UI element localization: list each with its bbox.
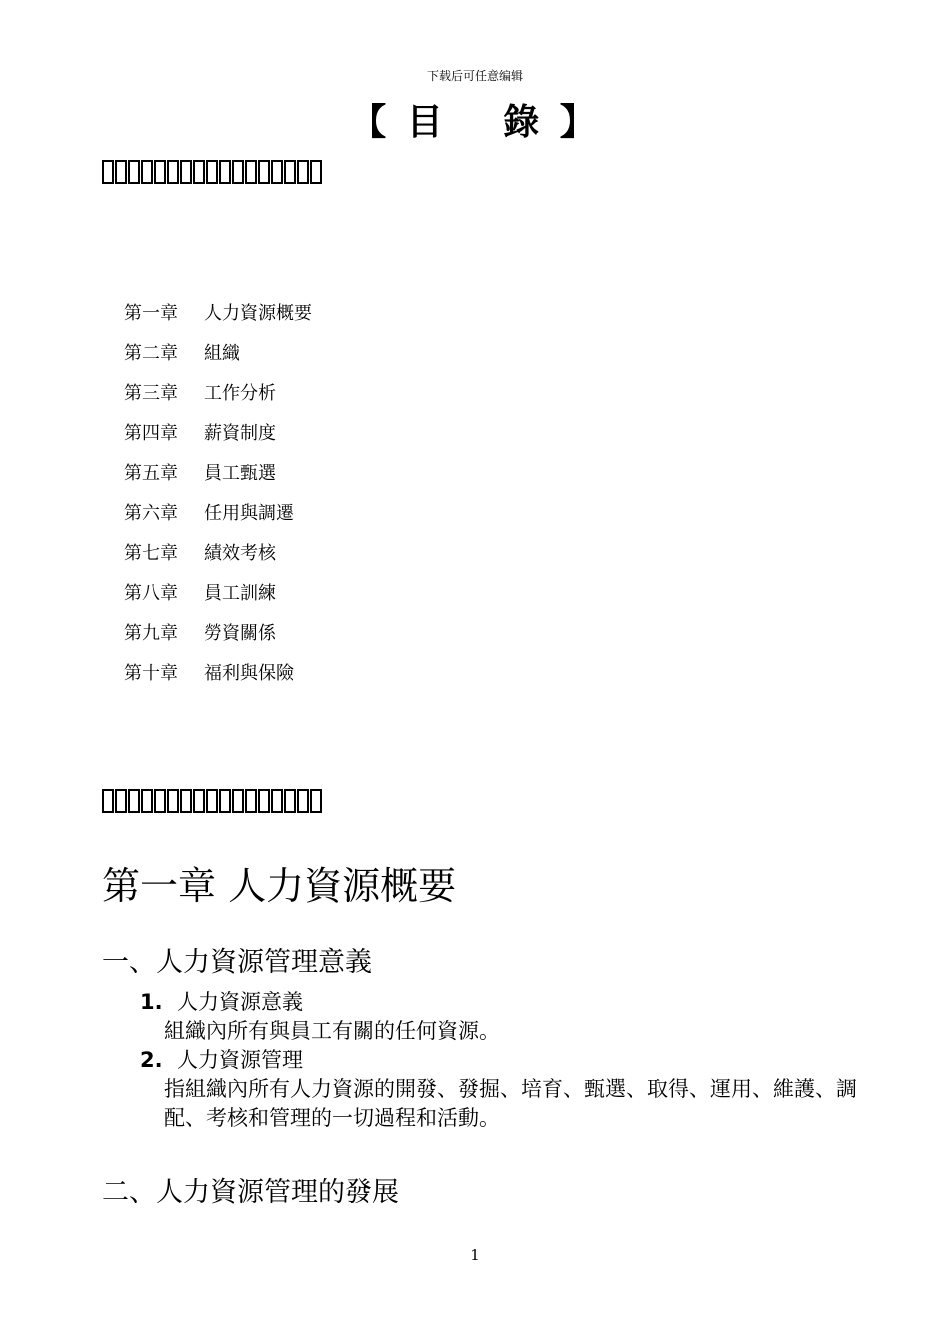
missing-glyph-icon xyxy=(310,789,322,813)
toc-entry xyxy=(124,580,312,620)
toc-entry xyxy=(124,460,312,500)
item-title-row xyxy=(140,1046,880,1075)
toc-chapter-number: 第二章 xyxy=(124,343,178,364)
section-items xyxy=(140,988,880,1133)
toc-chapter-title: 薪資制度 xyxy=(204,423,276,444)
missing-glyph-icon xyxy=(219,160,231,184)
missing-glyph-icon xyxy=(232,160,244,184)
toc-chapter-number: 第三章 xyxy=(124,383,178,404)
list-item xyxy=(140,988,880,1046)
missing-glyph-icon xyxy=(284,789,296,813)
toc-chapter-number: 第八章 xyxy=(124,583,178,604)
missing-glyph-icon xyxy=(310,160,322,184)
header-note: 下载后可任意编辑 xyxy=(426,69,523,83)
toc-entry xyxy=(124,380,312,420)
missing-glyph-icon xyxy=(206,160,218,184)
missing-glyph-icon xyxy=(128,160,140,184)
table-of-contents xyxy=(124,300,312,700)
toc-entry xyxy=(124,500,312,540)
toc-entry xyxy=(124,540,312,580)
toc-entry xyxy=(124,620,312,660)
missing-glyph-icon xyxy=(180,160,192,184)
missing-glyph-icon xyxy=(284,160,296,184)
item-number: 1. xyxy=(140,990,163,1014)
toc-chapter-number: 第一章 xyxy=(124,303,178,324)
item-number: 2. xyxy=(140,1048,163,1072)
toc-chapter-title: 任用與調遷 xyxy=(204,503,294,524)
missing-glyph-icon xyxy=(258,789,270,813)
toc-entry xyxy=(124,420,312,460)
item-title: 人力資源意義 xyxy=(177,990,303,1014)
missing-glyph-icon xyxy=(102,160,114,184)
toc-chapter-title: 工作分析 xyxy=(204,383,276,404)
toc-chapter-title: 員工甄選 xyxy=(204,463,276,484)
missing-glyph-icon xyxy=(193,789,205,813)
missing-glyph-icon xyxy=(297,160,309,184)
toc-chapter-number: 第九章 xyxy=(124,623,178,644)
section-heading: 一、人力資源管理意義 xyxy=(102,947,372,978)
toc-chapter-title: 人力資源概要 xyxy=(204,303,312,324)
missing-glyph-icon xyxy=(193,160,205,184)
missing-glyph-icon xyxy=(180,789,192,813)
missing-glyph-icon xyxy=(258,160,270,184)
missing-glyph-icon xyxy=(206,789,218,813)
section-heading: 二、人力資源管理的發展 xyxy=(102,1177,399,1208)
missing-glyph-icon xyxy=(128,789,140,813)
missing-glyph-icon xyxy=(154,160,166,184)
missing-glyph-icon xyxy=(271,160,283,184)
toc-chapter-number: 第十章 xyxy=(124,663,178,684)
missing-glyph-icon xyxy=(219,789,231,813)
list-item xyxy=(140,1046,880,1133)
missing-glyph-icon xyxy=(297,789,309,813)
toc-entry xyxy=(124,340,312,380)
missing-glyph-icon xyxy=(115,789,127,813)
page-number: 1 xyxy=(470,1246,480,1264)
missing-glyph-icon xyxy=(245,789,257,813)
toc-chapter-number: 第五章 xyxy=(124,463,178,484)
toc-chapter-number: 第四章 xyxy=(124,423,178,444)
toc-entry xyxy=(124,300,312,340)
toc-chapter-title: 員工訓練 xyxy=(204,583,276,604)
item-title: 人力資源管理 xyxy=(177,1048,303,1072)
missing-glyph-icon xyxy=(245,160,257,184)
missing-glyph-row-top xyxy=(102,160,322,184)
missing-glyph-icon xyxy=(102,789,114,813)
missing-glyph-row-bottom xyxy=(102,789,322,813)
missing-glyph-icon xyxy=(141,789,153,813)
missing-glyph-icon xyxy=(167,789,179,813)
chapter-heading: 第一章 人力資源概要 xyxy=(102,864,457,908)
missing-glyph-icon xyxy=(271,789,283,813)
toc-chapter-title: 組織 xyxy=(204,343,240,364)
missing-glyph-icon xyxy=(232,789,244,813)
missing-glyph-icon xyxy=(115,160,127,184)
toc-entry xyxy=(124,660,312,700)
toc-chapter-number: 第七章 xyxy=(124,543,178,564)
missing-glyph-icon xyxy=(154,789,166,813)
toc-chapter-title: 績效考核 xyxy=(204,543,276,564)
item-title-row xyxy=(140,988,880,1017)
toc-chapter-number: 第六章 xyxy=(124,503,178,524)
toc-title: 【 目 錄 】 xyxy=(350,102,600,143)
missing-glyph-icon xyxy=(141,160,153,184)
item-body: 指組織內所有人力資源的開發、發掘、培育、甄選、取得、運用、維護、調配、考核和管理的一切過程和活動。 xyxy=(164,1077,857,1130)
toc-chapter-title: 勞資關係 xyxy=(204,623,276,644)
toc-chapter-title: 福利與保險 xyxy=(204,663,294,684)
item-body: 組織內所有與員工有關的任何資源。 xyxy=(164,1019,500,1043)
missing-glyph-icon xyxy=(167,160,179,184)
